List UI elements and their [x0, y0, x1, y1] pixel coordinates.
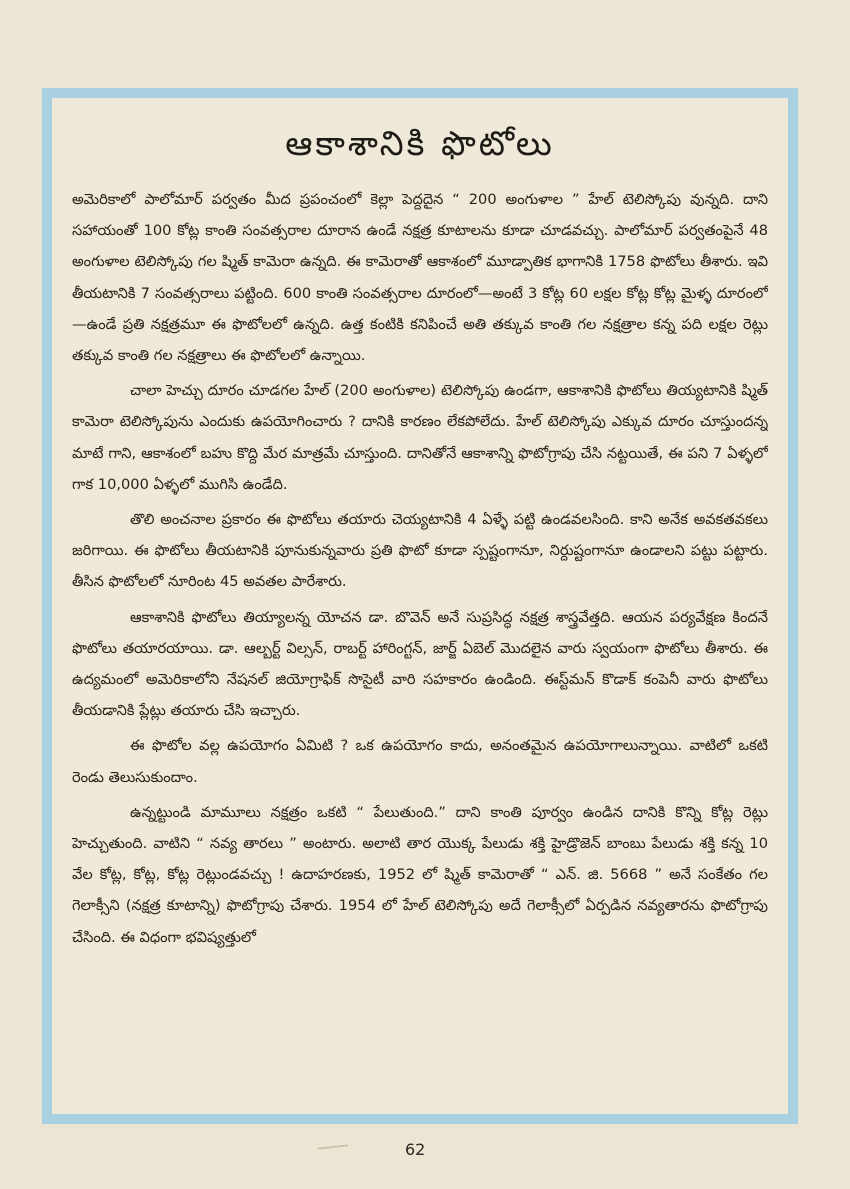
- paragraph-5: ఈ ఫొటోల వల్ల ఉపయోగం ఏమిటి ? ఒక ఉపయోగం కాదు, అనంతమైన ఉపయోగాలున్నాయి. వాటిలో ఒకటి రెండు తెలుసుకుందాం.: [72, 737, 768, 786]
- article-title: ఆకాశానికి ఫొటోలు: [285, 124, 555, 164]
- paragraph-1: అమెరికాలో పాలోమార్ పర్వతం మీద ప్రపంచంలో కెల్లా పెద్దదైన “ 200 అంగుళాల ” హేల్ టెలిస్కోపు వున్నది. దాని సహాయంతో 100 కోట్ల కాంతి సంవత్సరాల దూరాన ఉండే నక్షత్ర కూటాలను కూడా చూడవచ్చు. పాలోమార్ పర్వతంపైనే 48 అంగుళాల టెలిస్కోపు గల ష్మిత్ కామెరా ఉన్నది. ఈ కామెరాతో ఆకాశంలో మూడ్పాతిక భాగానికి 1758 ఫొటోలు తీశారు. ఇవి తీయటానికి 7 సంవత్సరాలు పట్టింది. 600 కాంతి సంవత్సరాల దూరంలో—అంటే 3 కోట్ల 60 లక్షల కోట్ల కోట్ల మైళ్ళ దూరంలో—ఉండే ప్రతి నక్షత్రమూ ఈ ఫొటోలలో ఉన్నది. ఉత్త కంటికి కనిపించే అతి తక్కువ కాంతి గల నక్షత్రాల కన్న పది లక్షల రెట్లు తక్కువ కాంతి గల నక్షత్రాలు ఈ ఫొటోలలో ఉన్నాయి.: [72, 191, 768, 365]
- scan-smudge: [318, 1144, 348, 1149]
- page-number: 62: [405, 1140, 426, 1159]
- article-body: [72, 118, 768, 1094]
- paragraph-6: ఉన్నట్టుండి మామూలు నక్షత్రం ఒకటి “ పేలుతుంది.” దాని కాంతి పూర్వం ఉండిన దానికి కొన్ని కోట్ల రెట్లు హెచ్చుతుంది. వాటిని “ నవ్య తారలు ” అంటారు. అలాటి తార యొక్క పేలుడు శక్తి హైడ్రొజెన్ బాంబు పేలుడు శక్తి కన్న 10 వేల కోట్ల, కోట్ల, కోట్ల రెట్లుండవచ్చు ! ఉదాహరణకు, 1952 లో ష్మిత్ కామెరాతో “ ఎన్. జి. 5668 ” అనే సంకేతం గల గెలాక్సీని (నక్షత్ర కూటాన్ని) ఫొటోగ్రాపు చేశారు. 1954 లో హేల్ టెలిస్కోపు అదే గెలాక్సీలో ఏర్పడిన నవ్యతారను ఫొటోగ్రాపు చేసింది. ఈ విధంగా భవిష్యత్తులో: [72, 803, 768, 946]
- paragraph-2: చాలా హెచ్చు దూరం చూడగల హేల్ (200 అంగుళాల) టెలిస్కోపు ఉండగా, ఆకాశానికి ఫొటోలు తియ్యటానికి ష్మిత్ కామెరా టెలిస్కోపును ఎందుకు ఉపయోగించారు ? దానికి కారణం లేకపోలేదు. హేల్ టెలిస్కోపు ఎక్కువ దూరం చూస్తుందన్న మాటే గాని, ఆకాశంలో బహు కొద్ది మేర మాత్రమే చూస్తుంది. దానితోనే ఆకాశాన్ని ఫొటోగ్రాపు చేసి నట్టయితే, ఈ పని 7 ఏళ్ళలో గాక 10,000 ఏళ్ళలో ముగిసి ఉండేది.: [72, 382, 768, 493]
- article-frame: [42, 88, 798, 1124]
- paragraph-4: ఆకాశానికి ఫొటోలు తియ్యాలన్న యోచన డా. బొవెన్ అనే సుప్రసిద్ధ నక్షత్ర శాస్త్రవేత్తది. ఆయన పర్యవేక్షణ కిందనే ఫొటోలు తయారయాయి. డా. ఆల్బర్ట్ విల్సన్, రాబర్ట్ హారింగ్టన్, జార్జ్ ఏబెల్ మొదలైన వారు స్వయంగా ఫొటోలు తీశారు. ఈ ఉద్యమంలో అమెరికాలోని నేషనల్ జియోగ్రాఫిక్ సొసైటీ వారి సహకారం ఉండింది. ఈస్ట్‌మన్ కొడాక్ కంపెనీ వారు ఫొటోలు తీయడానికి ప్లేట్లు తయారు చేసి ఇచ్చారు.: [72, 608, 768, 720]
- paragraph-3: తొలి అంచనాల ప్రకారం ఈ ఫొటోలు తయారు చెయ్యటానికి 4 ఏళ్ళే పట్టి ఉండవలసింది. కాని అనేక అవకతవకలు జరిగాయి. ఈ ఫొటోలు తీయటానికి పూనుకున్నవారు ప్రతి ఫొటో కూడా స్పష్టంగానూ, నిర్దుష్టంగానూ ఉండాలని పట్టు పట్టారు. తీసిన ఫొటోలలో నూరింట 45 అవతల పారేశారు.: [72, 511, 768, 591]
